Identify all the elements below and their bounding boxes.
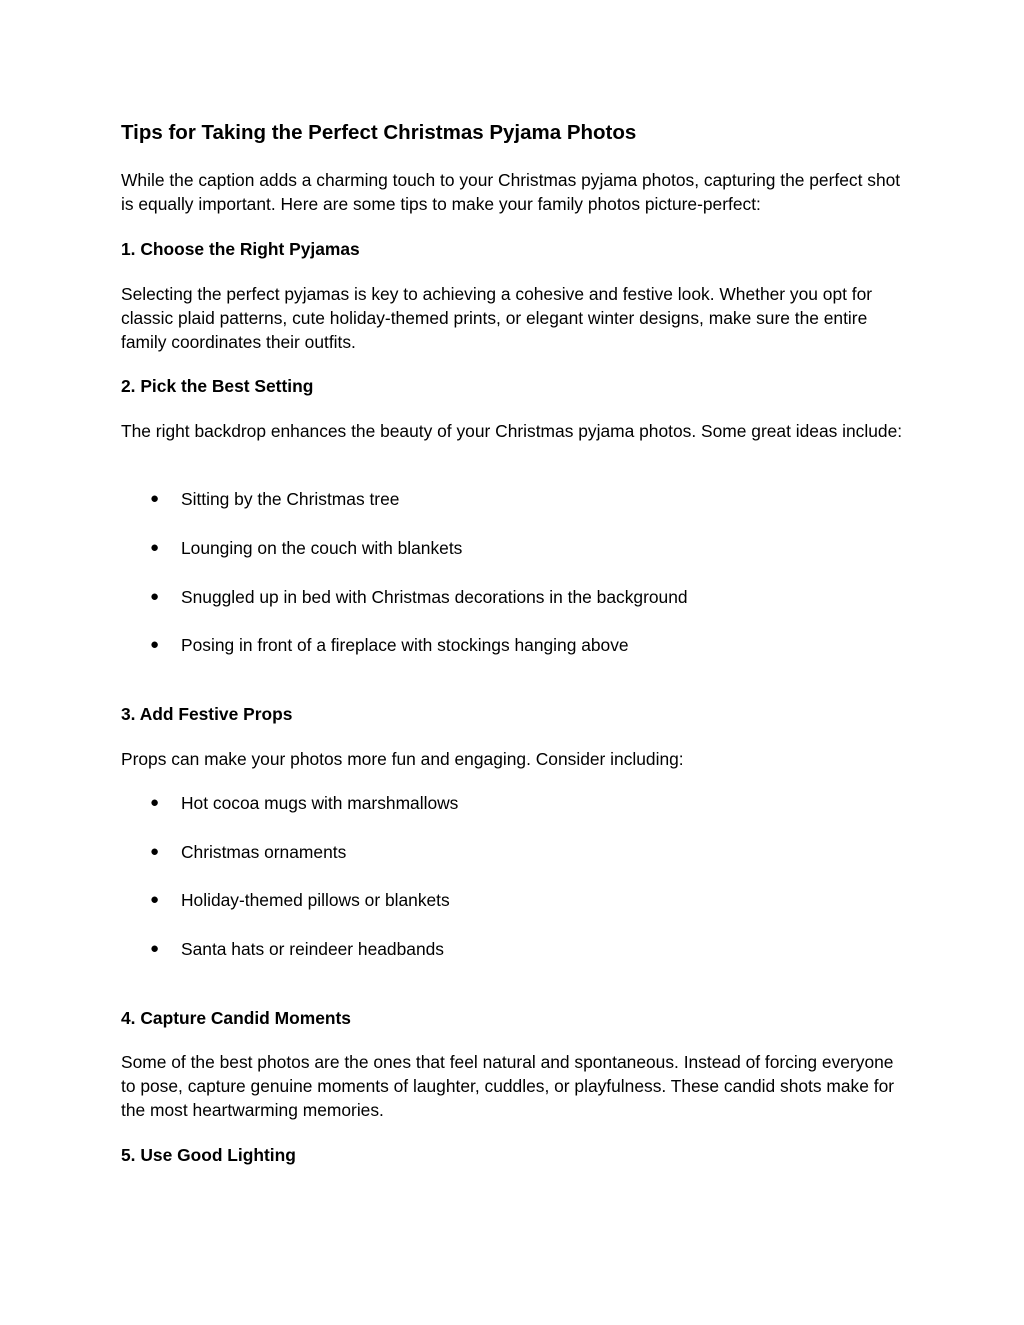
list-item-text: Christmas ornaments bbox=[181, 842, 347, 862]
section-heading-2: 2. Pick the Best Setting bbox=[121, 376, 314, 396]
section-body-1: Selecting the perfect pyjamas is key to achieving a cohesive and festive look. Whether you opt for classic plaid patterns, cute holiday-themed prints, or elegant winter designs, make sure the entire family coordinates their outfits. bbox=[121, 284, 873, 353]
list-item-text: Hot cocoa mugs with marshmallows bbox=[181, 793, 459, 813]
bullet-icon: ● bbox=[150, 940, 160, 957]
bullet-icon: ● bbox=[150, 636, 160, 653]
section-body-4: Some of the best photos are the ones that feel natural and spontaneous. Instead of forcing everyone to pose, capture genuine moments of laughter, cuddles, or playfulness. These candid shots make for the most heartwarming memories. bbox=[121, 1052, 895, 1121]
section-heading-3: 3. Add Festive Props bbox=[121, 704, 293, 724]
section-heading-1: 1. Choose the Right Pyjamas bbox=[121, 239, 360, 259]
list-item-text: Holiday-themed pillows or blankets bbox=[181, 890, 450, 910]
list-item-text: Posing in front of a fireplace with stockings hanging above bbox=[181, 635, 629, 655]
intro-paragraph: While the caption adds a charming touch to your Christmas pyjama photos, capturing the perfect shot is equally important. Here are some tips to make your family photos picture-perfect: bbox=[121, 170, 901, 215]
list-item-text: Lounging on the couch with blankets bbox=[181, 538, 463, 558]
section-heading-4: 4. Capture Candid Moments bbox=[121, 1008, 351, 1028]
section-body-2: The right backdrop enhances the beauty of your Christmas pyjama photos. Some great ideas include: bbox=[121, 421, 903, 441]
bullet-icon: ● bbox=[150, 539, 160, 556]
bullet-icon: ● bbox=[150, 891, 160, 908]
list-item-text: Santa hats or reindeer headbands bbox=[181, 939, 444, 959]
bullet-icon: ● bbox=[150, 588, 160, 605]
list-item-text: Sitting by the Christmas tree bbox=[181, 489, 400, 509]
page-title: Tips for Taking the Perfect Christmas Pyjama Photos bbox=[121, 121, 637, 144]
section-body-3: Props can make your photos more fun and engaging. Consider including: bbox=[121, 749, 684, 769]
bullet-icon: ● bbox=[150, 843, 160, 860]
section-heading-5: 5. Use Good Lighting bbox=[121, 1145, 296, 1165]
bullet-icon: ● bbox=[150, 490, 160, 507]
bullet-icon: ● bbox=[150, 794, 160, 811]
list-item-text: Snuggled up in bed with Christmas decorations in the background bbox=[181, 587, 688, 607]
